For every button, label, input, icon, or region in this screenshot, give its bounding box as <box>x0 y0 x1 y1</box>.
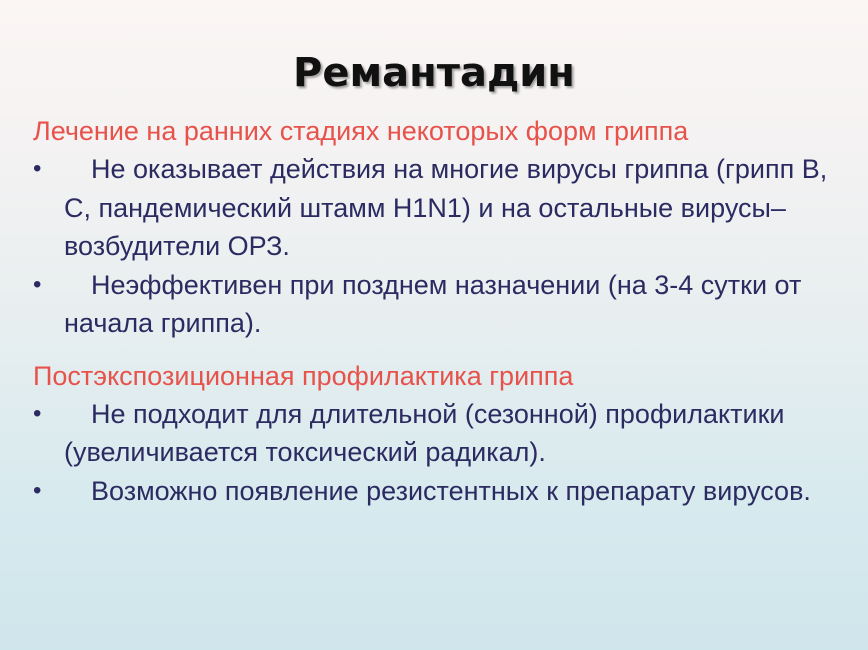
bullet-list-treatment <box>33 150 858 343</box>
bullet-marker: • <box>33 270 42 298</box>
section-heading-treatment: Лечение на ранних стадиях некоторых форм гриппа <box>33 116 689 146</box>
bullet-item <box>33 150 858 266</box>
bullet-item <box>33 266 858 343</box>
bullet-item <box>33 395 858 472</box>
section-heading-prophylaxis: Постэкспозиционная профилактика гриппа <box>33 360 574 391</box>
bullet-text: Не оказывает действия на многие вирусы гриппа (грипп В, С, пандемический штамм H1N1) и на остальные вирусы–возбудители ОРЗ. <box>64 154 828 261</box>
bullet-text: Не подходит для длительной (сезонной) профилактики (увеличивается токсический радикал). <box>64 398 785 467</box>
bullet-text: Неэффективен при позднем назначении (на 3-4 сутки от начала гриппа). <box>64 269 802 338</box>
bullet-marker: • <box>33 155 42 182</box>
slide-title: Ремантадин <box>293 50 575 96</box>
bullet-marker: • <box>33 399 42 427</box>
bullet-list-prophylaxis <box>33 395 858 511</box>
slide-content <box>33 112 858 524</box>
section-treatment <box>33 112 858 343</box>
bullet-marker: • <box>33 476 42 504</box>
bullet-text: Возможно появление резистентных к препарату вирусов. <box>91 475 811 506</box>
bullet-item <box>33 472 858 511</box>
section-prophylaxis <box>33 357 858 511</box>
